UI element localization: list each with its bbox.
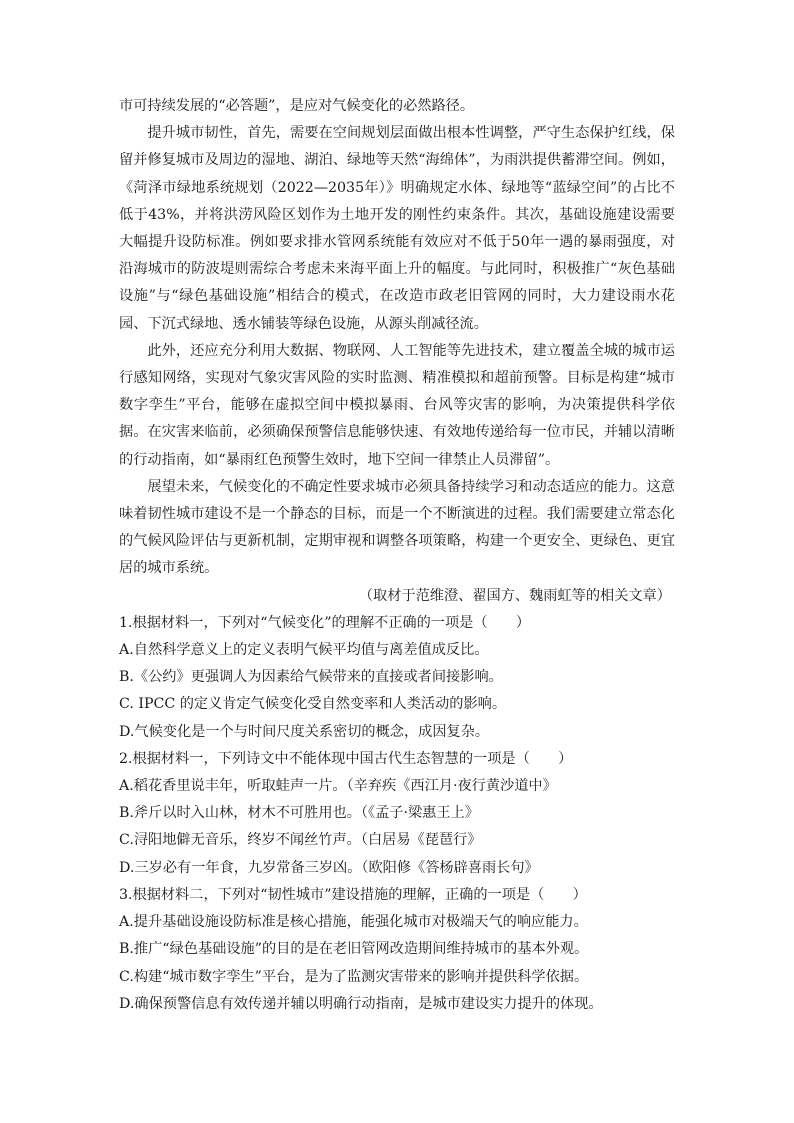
question-option: A.稻花香里说丰年，听取蛙声一片。（辛弃疾《西江月·夜行黄沙道中》 bbox=[119, 778, 557, 795]
question-option: D.确保预警信息有效传递并辅以明确行动指南，是城市建设实力提升的体现。 bbox=[119, 995, 603, 1012]
question-stem: 3.根据材料二，下列对“韧性城市”建设措施的理解，正确的一项是（ ） bbox=[119, 886, 587, 903]
question-2 bbox=[119, 746, 675, 882]
question-option: C. IPCC 的定义肯定气候变化受自然变率和人类活动的影响。 bbox=[119, 696, 507, 713]
question-option: B.《公约》更强调人为因素给气候带来的直接或者间接影响。 bbox=[119, 669, 503, 686]
question-stem: 2.根据材料一，下列诗文中不能体现中国古代生态智慧的一项是（ ） bbox=[119, 750, 573, 767]
question-1 bbox=[119, 610, 675, 746]
article-paragraph-technology: 此外，还应充分利用大数据、物联网、人工智能等先进技术，建立覆盖全城的城市运行感知网络，实现对气象灾害风险的实时监测、精准模拟和超前预警。目标是构建“城市数字孪生”平台，能够在虚拟空间中模拟暴雨、台风等灾害的影响，为决策提供科学依据。在灾害来临前，必须确保预警信息能够快速、有效地传递给每一位市民，并辅以清晰的行动指南，如“暴雨红色预警生效时，地下空间一律禁止人员滞留”。 bbox=[119, 342, 675, 468]
question-option: B.斧斤以时入山林，材木不可胜用也。（《孟子·梁惠王上》 bbox=[119, 805, 479, 822]
question-option: C.构建“城市数字孪生”平台，是为了监测灾害带来的影响并提供科学依据。 bbox=[119, 968, 589, 985]
article-paragraph-continued: 市可持续发展的“必答题”，是应对气候变化的必然路径。 bbox=[119, 98, 475, 114]
question-option: B.推广“绿色基础设施”的目的是在老旧管网改造期间维持城市的基本外观。 bbox=[119, 941, 589, 958]
question-option: D.三岁必有一年食，九岁常备三岁凶。（欧阳修《答杨辟喜雨长句》 bbox=[119, 859, 539, 876]
article-paragraph-outlook: 展望未来，气候变化的不确定性要求城市必须具备持续学习和动态适应的能力。这意味着韧性城市建设不是一个静态的目标，而是一个不断演进的过程。我们需要建立常态化的气候风险评估与更新机制，定期审视和调整各项策略，构建一个更安全、更绿色、更宜居的城市系统。 bbox=[119, 478, 675, 577]
article-paragraph-resilience-measures: 提升城市韧性，首先，需要在空间规划层面做出根本性调整，严守生态保护红线，保留并修复城市及周边的湿地、湖泊、绿地等天然“海绵体”，为雨洪提供蓄滞空间。例如，《菏泽市绿地系统规划（2022—2035年）》明确规定水体、绿地等“蓝绿空间”的占比不低于43%，并将洪涝风险区划作为土地开发的刚性约束条件。其次，基础设施建设需要大幅提升设防标准。例如要求排水管网系统能有效应对不低于50年一遇的暴雨强度，对沿海城市的防波堤则需综合考虑未来海平面上升的幅度。与此同时，积极推广“灰色基础设施”与“绿色基础设施”相结合的模式，在改造市政老旧管网的同时，大力建设雨水花园、下沉式绿地、透水铺装等绿色设施，从源头削减径流。 bbox=[119, 125, 675, 332]
article-source: （取材于范维澄、翟国方、魏雨虹等的相关文章） bbox=[358, 587, 671, 604]
question-stem: 1.根据材料一，下列对“气候变化”的理解不正确的一项是（ ） bbox=[119, 614, 531, 631]
document-page bbox=[119, 93, 675, 1018]
question-option: A.提升基础设施设防标准是核心措施，能强化城市对极端天气的响应能力。 bbox=[119, 914, 588, 931]
question-3 bbox=[119, 882, 675, 1018]
question-option: D.气候变化是一个与时间尺度关系密切的概念，成因复杂。 bbox=[119, 723, 490, 740]
question-option: A.自然科学意义上的定义表明气候平均值与离差值成反比。 bbox=[119, 642, 489, 659]
question-option: C.浔阳地僻无音乐，终岁不闻丝竹声。（白居易《琵琶行》 bbox=[119, 832, 482, 849]
